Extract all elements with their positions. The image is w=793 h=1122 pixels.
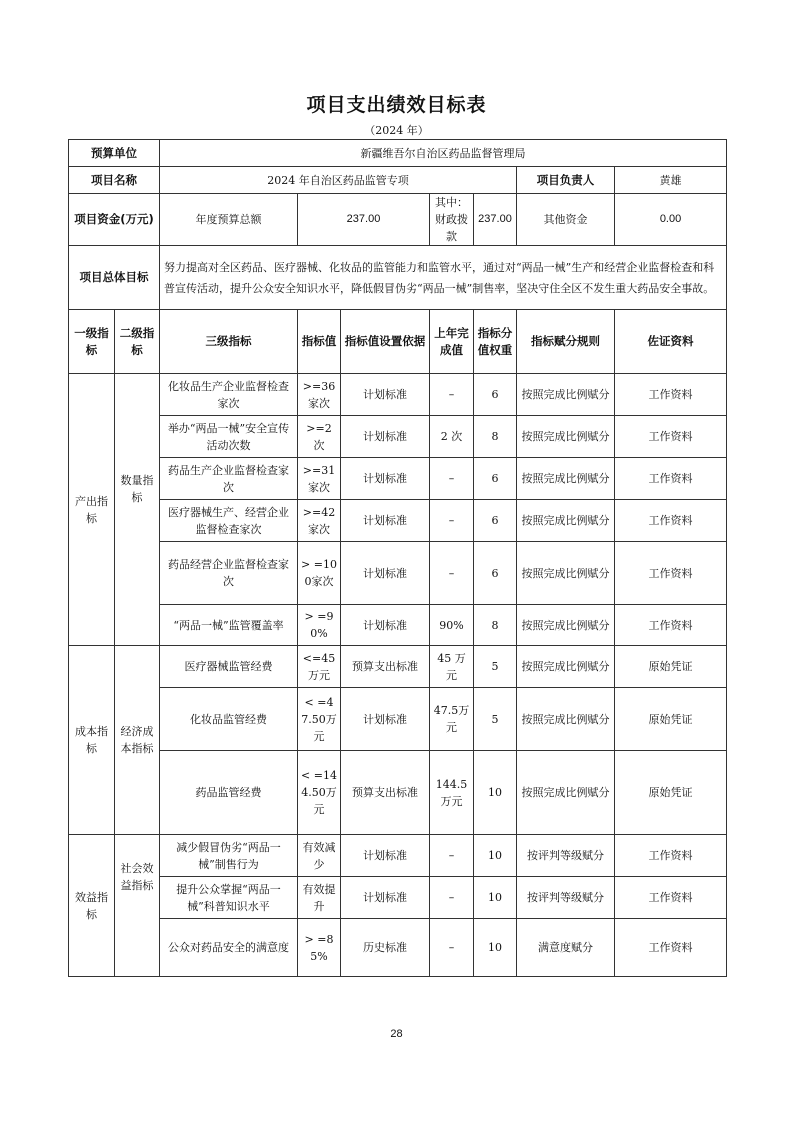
indicator-last-year: 144.5万元 (430, 751, 474, 835)
indicator-value: < =144.50万元 (298, 751, 341, 835)
indicator-basis: 计划标准 (341, 542, 430, 605)
indicator-value: 有效减少 (298, 835, 341, 877)
col-rule: 指标赋分规则 (517, 310, 615, 374)
indicator-value: 有效提升 (298, 877, 341, 919)
indicator-last-year: – (430, 835, 474, 877)
indicator-evidence: 工作资料 (615, 919, 727, 977)
indicator-name: 药品生产企业监督检查家次 (160, 458, 298, 500)
col-level1: 一级指标 (69, 310, 115, 374)
table-row (69, 605, 727, 646)
other-funds-value: 0.00 (615, 194, 727, 246)
indicator-last-year: 2 次 (430, 416, 474, 458)
performance-target-table (68, 139, 727, 977)
indicator-weight: 6 (474, 374, 517, 416)
indicator-value: >=42家次 (298, 500, 341, 542)
col-weight: 指标分值权重 (474, 310, 517, 374)
group-blank (115, 605, 160, 646)
indicator-rule: 按照完成比例赋分 (517, 542, 615, 605)
owner-label: 项目负责人 (517, 167, 615, 194)
indicator-basis: 计划标准 (341, 688, 430, 751)
indicator-basis: 计划标准 (341, 877, 430, 919)
indicator-value: > =100家次 (298, 542, 341, 605)
col-evidence: 佐证资料 (615, 310, 727, 374)
fiscal-value: 237.00 (474, 194, 517, 246)
indicator-evidence: 工作资料 (615, 877, 727, 919)
indicator-weight: 8 (474, 416, 517, 458)
project-name-row (69, 167, 727, 194)
indicator-weight: 5 (474, 646, 517, 688)
indicator-name: 药品监管经费 (160, 751, 298, 835)
indicator-evidence: 原始凭证 (615, 751, 727, 835)
indicator-name: 公众对药品安全的满意度 (160, 919, 298, 977)
table-row (69, 416, 727, 458)
indicator-weight: 10 (474, 877, 517, 919)
budget-unit-value: 新疆维吾尔自治区药品监督管理局 (160, 140, 727, 167)
indicator-weight: 6 (474, 458, 517, 500)
budget-unit-row (69, 140, 727, 167)
indicator-evidence: 工作资料 (615, 605, 727, 646)
indicator-value: < =47.50万元 (298, 688, 341, 751)
goal-text: 努力提高对全区药品、医疗器械、化妆品的监管能力和监管水平，通过对“两品一械”生产和经营企业监督检查和科普宣传活动，提升公众安全知识水平，降低假冒伪劣“两品一械”制售率，坚决守住全区不发生重大药品安全事故。 (160, 246, 727, 310)
budget-unit-label: 预算单位 (69, 140, 160, 167)
year-subtitle: （2024 年） (364, 124, 429, 137)
table-row (69, 374, 727, 416)
table-row (69, 835, 727, 877)
page-title: 项目支出绩效目标表 (306, 94, 487, 116)
indicator-name: 医疗器械监管经费 (160, 646, 298, 688)
indicator-value: > =85% (298, 919, 341, 977)
group-output: 产出指标 (69, 374, 115, 646)
page-number: 28 (390, 1028, 403, 1040)
indicator-evidence: 工作资料 (615, 500, 727, 542)
indicator-weight: 6 (474, 542, 517, 605)
indicator-evidence: 工作资料 (615, 416, 727, 458)
other-funds-label-text: 其他资金 (543, 213, 588, 226)
indicator-weight: 8 (474, 605, 517, 646)
table-row (69, 688, 727, 751)
indicator-rule: 按照完成比例赋分 (517, 458, 615, 500)
group-cost: 成本指标 (69, 646, 115, 835)
indicator-basis: 计划标准 (341, 605, 430, 646)
funds-row (69, 194, 727, 246)
group-economic-cost: 经济成本指标 (115, 646, 160, 835)
indicator-evidence: 工作资料 (615, 374, 727, 416)
indicator-evidence: 原始凭证 (615, 646, 727, 688)
indicator-name: 提升公众掌握“两品一械”科普知识水平 (160, 877, 298, 919)
indicator-name: 医疗器械生产、经营企业监督检查家次 (160, 500, 298, 542)
col-last-year: 上年完成值 (430, 310, 474, 374)
col-basis: 指标值设置依据 (341, 310, 430, 374)
indicator-last-year: 45 万元 (430, 646, 474, 688)
indicator-name: 化妆品监管经费 (160, 688, 298, 751)
indicator-basis: 计划标准 (341, 374, 430, 416)
indicator-name: 药品经营企业监督检查家次 (160, 542, 298, 605)
indicator-last-year: 90% (430, 605, 474, 646)
indicator-rule: 按照完成比例赋分 (517, 374, 615, 416)
indicator-weight: 6 (474, 500, 517, 542)
indicator-value: >=2次 (298, 416, 341, 458)
indicator-value: >=36家次 (298, 374, 341, 416)
indicator-basis: 预算支出标准 (341, 751, 430, 835)
indicator-name: 化妆品生产企业监督检查家次 (160, 374, 298, 416)
indicator-evidence: 原始凭证 (615, 688, 727, 751)
indicator-basis: 计划标准 (341, 500, 430, 542)
indicator-last-year: 47.5万元 (430, 688, 474, 751)
goal-label: 项目总体目标 (69, 246, 160, 310)
indicator-weight: 10 (474, 751, 517, 835)
other-funds-label (517, 194, 615, 246)
indicator-rule: 按照完成比例赋分 (517, 688, 615, 751)
indicator-last-year: – (430, 374, 474, 416)
fiscal-label: 其中：财政拨款 (430, 194, 474, 246)
owner-value: 黄雄 (615, 167, 727, 194)
indicator-basis: 计划标准 (341, 458, 430, 500)
indicator-weight: 10 (474, 835, 517, 877)
indicator-weight: 10 (474, 919, 517, 977)
indicator-evidence: 工作资料 (615, 542, 727, 605)
project-name-label: 项目名称 (69, 167, 160, 194)
col-value: 指标值 (298, 310, 341, 374)
indicator-rule: 按照完成比例赋分 (517, 605, 615, 646)
indicator-basis: 历史标准 (341, 919, 430, 977)
indicator-value: >=31家次 (298, 458, 341, 500)
indicator-value: <=45万元 (298, 646, 341, 688)
table-row (69, 646, 727, 688)
col-level3: 三级指标 (160, 310, 298, 374)
indicator-basis: 计划标准 (341, 835, 430, 877)
indicator-weight: 5 (474, 688, 517, 751)
table-row (69, 919, 727, 977)
group-benefit: 效益指标 (69, 835, 115, 977)
indicator-rule: 按照完成比例赋分 (517, 751, 615, 835)
indicator-last-year: – (430, 458, 474, 500)
indicator-rule: 按评判等级赋分 (517, 835, 615, 877)
indicator-last-year: – (430, 500, 474, 542)
indicator-basis: 预算支出标准 (341, 646, 430, 688)
indicator-rule: 按照完成比例赋分 (517, 500, 615, 542)
indicator-value: > =90% (298, 605, 341, 646)
indicator-rule: 按评判等级赋分 (517, 877, 615, 919)
goal-row (69, 246, 727, 310)
table-row (69, 458, 727, 500)
column-header-row (69, 310, 727, 374)
group-blank (115, 919, 160, 977)
indicator-evidence: 工作资料 (615, 835, 727, 877)
table-row (69, 751, 727, 835)
indicator-rule: 按照完成比例赋分 (517, 646, 615, 688)
indicator-name: “两品一械”监管覆盖率 (160, 605, 298, 646)
indicator-rule: 满意度赋分 (517, 919, 615, 977)
indicator-last-year: – (430, 919, 474, 977)
indicator-name: 举办“两品一械”安全宣传活动次数 (160, 416, 298, 458)
indicator-rule: 按照完成比例赋分 (517, 416, 615, 458)
table-row (69, 542, 727, 605)
group-social-benefit: 社会效益指标 (115, 835, 160, 919)
group-quantity: 数量指标 (115, 374, 160, 605)
table-row (69, 500, 727, 542)
funds-label: 项目资金(万元) (69, 194, 160, 246)
table-row (69, 877, 727, 919)
indicator-last-year: – (430, 877, 474, 919)
col-level2: 二级指标 (115, 310, 160, 374)
annual-total-label: 年度预算总额 (160, 194, 298, 246)
indicator-evidence: 工作资料 (615, 458, 727, 500)
project-name-value: 2024 年自治区药品监管专项 (160, 167, 517, 194)
indicator-name: 减少假冒伪劣“两品一械”制售行为 (160, 835, 298, 877)
indicator-last-year: – (430, 542, 474, 605)
annual-total-value: 237.00 (298, 194, 430, 246)
indicator-basis: 计划标准 (341, 416, 430, 458)
